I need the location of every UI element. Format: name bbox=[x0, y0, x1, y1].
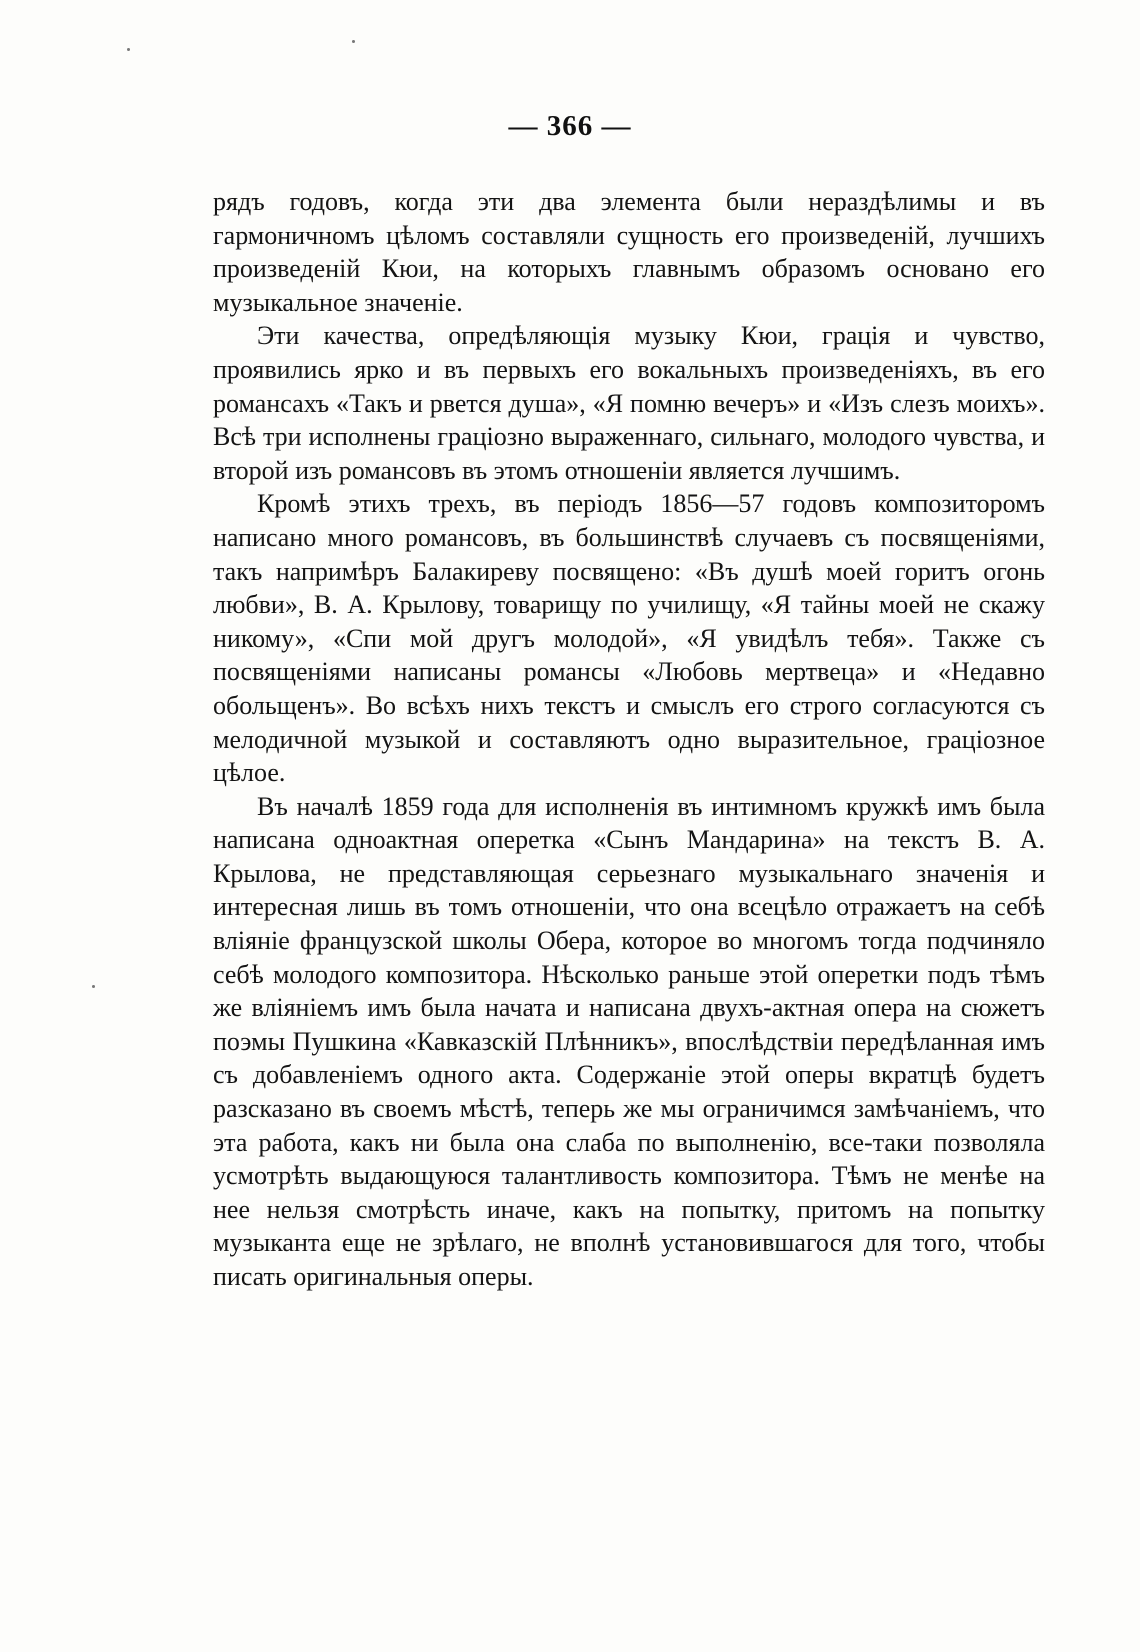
paragraph-qualities: Эти качества, опредѣляющія музыку Кюи, грація и чувство, проявились ярко и въ первыхъ его вокальныхъ произведеніяхъ, въ его романсахъ «Такъ и рвется душа», «Я помню вечеръ» и «Изъ слезъ моихъ». Всѣ три исполнены граціозно выраженнаго, сильнаго, молодого чувства, и второй изъ романсовъ въ этомъ отношеніи является лучшимъ. bbox=[213, 321, 1045, 485]
print-speck bbox=[92, 985, 95, 988]
paragraph-operetta: Въ началѣ 1859 года для исполненія въ интимномъ кружкѣ имъ была написана одноактная оперетка «Сынъ Мандарина» на текстъ В. А. Крылова, не представляющая серьезнаго музыкальнаго значенія и интересная лишь въ томъ отношеніи, что она всецѣло отражаетъ на себѣ вліяніе французской школы Обера, которое во многомъ тогда подчиняло себѣ молодого композитора. Нѣсколько раньше этой оперетки подъ тѣмъ же вліяніемъ имъ была начата и написана двухъ-актная опера на сюжетъ поэмы Пушкина «Кавказскій Плѣнникъ», впослѣдствіи передѣланная имъ съ добавленіемъ одного акта. Содержаніе этой оперы вкратцѣ будетъ разсказано въ своемъ мѣстѣ, теперь же мы ограничимся замѣчаніемъ, что эта работа, какъ ни была она слаба по выполненію, все-таки позволяла усмотрѣть выдающуюся талантливость композитора. Тѣмъ не менѣе на нее нельзя смотрѣсть иначе, какъ на попытку, притомъ на попытку музыканта еще не зрѣлаго, не вполнѣ установившагося для того, чтобы писать оригинальныя оперы. bbox=[213, 791, 1045, 1291]
page-number: — 366 — bbox=[508, 110, 632, 142]
paragraph-continuation: рядъ годовъ, когда эти два элемента были нераздѣлимы и въ гармоничномъ цѣломъ составляли сущность его произведеній, лучшихъ произведеній Кюи, на которыхъ главнымъ образомъ основано его музыкальное значеніе. bbox=[213, 187, 1045, 317]
print-speck bbox=[352, 40, 355, 43]
paragraph-romances: Кромѣ этихъ трехъ, въ періодъ 1856—57 годовъ композиторомъ написано много романсовъ, въ большинствѣ случаевъ съ посвященіями, такъ напримѣръ Балакиреву посвящено: «Въ душѣ моей горитъ огонь любви», В. А. Крылову, товарищу по училищу, «Я тайны моей не скажу никому», «Спи мой другъ молодой», «Я увидѣлъ тебя». Также съ посвященіями написаны романсы «Любовь мертвеца» и «Недавно обольщенъ». Во всѣхъ нихъ текстъ и смыслъ его строго согласуются съ мелодичной музыкой и составляютъ одно выразительное, граціозное цѣлое. bbox=[213, 489, 1045, 788]
print-speck bbox=[127, 48, 130, 51]
body-text bbox=[213, 185, 1045, 1294]
